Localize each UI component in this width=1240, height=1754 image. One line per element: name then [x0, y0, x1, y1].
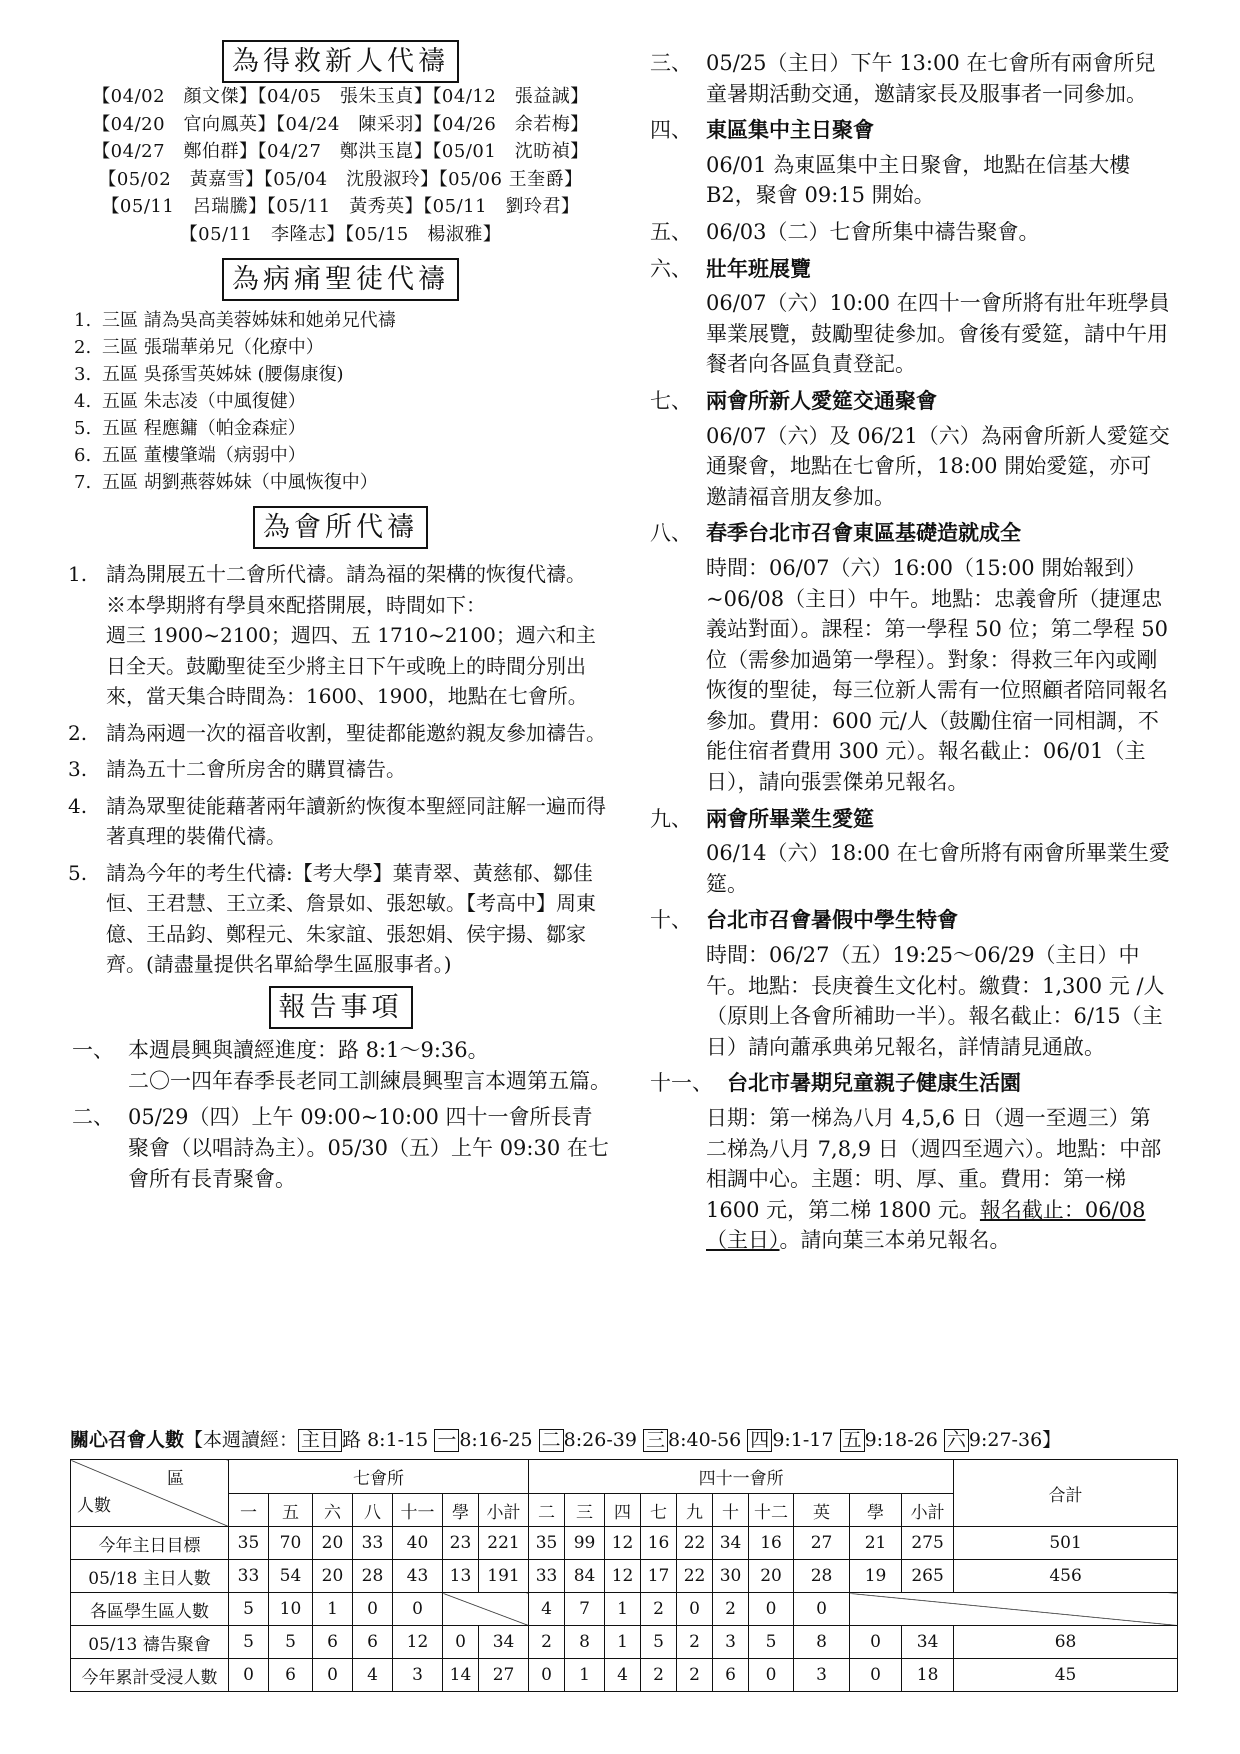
list-item: 6. 五區 董樓肇端（病弱中）: [74, 445, 306, 466]
table-cell: 5: [641, 1626, 677, 1659]
table-cell: 275: [902, 1527, 954, 1560]
new-converts-line: 【04/20 官向鳳英】【04/24 陳采羽】【04/26 余若梅】: [92, 113, 589, 135]
district-header: 三: [565, 1494, 605, 1527]
list-item: 3. 請為五十二會所房舍的購買禱告。: [68, 757, 406, 781]
table-cell: 1: [313, 1593, 353, 1626]
stats-title: 關心召會人數: [70, 1429, 185, 1451]
table-cell: 1: [605, 1626, 641, 1659]
empty-cell: [443, 1593, 529, 1626]
table-cell: 2: [641, 1659, 677, 1692]
table-cell: 1: [605, 1593, 641, 1626]
new-converts-list: [68, 83, 613, 248]
table-cell: 12: [393, 1626, 443, 1659]
table-cell: 0: [393, 1593, 443, 1626]
table-cell: 0: [443, 1626, 479, 1659]
table-cell: 2: [677, 1626, 713, 1659]
table-cell: 0: [313, 1659, 353, 1692]
list-item: 二、 05/29（四）上午 09:00~10:00 四十一會所長青聚會（以唱詩為主）。05/30（五）上午 09:30 在七會所有長青聚會。: [72, 1104, 609, 1191]
list-item: 九、 兩會所畢業生愛筵 06/14（六）18:00 在七會所將有兩會所畢業生愛筵。: [650, 804, 1170, 900]
table-cell: 0: [229, 1659, 269, 1692]
list-item: 十、 台北市召會暑假中學生特會 時間：06/27（五）19:25～06/29（主日）中午。地點：長庚養生文化村。繳費：1,300 元 /人（原則上各會所補助一半）。報名截止：6/15（主日）請向蕭承典弟兄報名，詳情請見通啟。: [650, 905, 1170, 1062]
table-cell: 68: [954, 1626, 1178, 1659]
right-column: [650, 48, 1170, 1262]
table-cell: 2: [529, 1626, 565, 1659]
table-cell: 0: [529, 1659, 565, 1692]
table-cell: 今年累計受浸人數: [71, 1659, 229, 1692]
table-cell: 05/13 禱告聚會: [71, 1626, 229, 1659]
table-cell: 18: [902, 1659, 954, 1692]
table-cell: 22: [677, 1560, 713, 1593]
table-cell: 14: [443, 1659, 479, 1692]
table-row: [71, 1527, 1178, 1560]
list-item: 一、 本週晨興與讀經進度：路 8:1～9:36。 二〇一四年春季長老同工訓練晨興聖言本週第五篇。: [72, 1037, 611, 1093]
list-item: 三、 05/25（主日）下午 13:00 在七會所有兩會所兒童暑期活動交通，邀請家長及服事者一同參加。: [650, 51, 1156, 106]
table-cell: 5: [749, 1626, 794, 1659]
empty-cell: [850, 1593, 1178, 1626]
table-cell: 20: [313, 1560, 353, 1593]
weekly-reading-line: 關心召會人數【本週讀經： 主日 路 8:1-15 一 8:16-25 二 8:26-39 三 8:40-56 四 9:1-17 五 9:18-26 六 9:27-36】: [70, 1429, 1062, 1451]
table-cell: 35: [229, 1527, 269, 1560]
table-cell: 501: [954, 1527, 1178, 1560]
hall-7-header: 七會所: [229, 1460, 529, 1494]
district-header: 四: [605, 1494, 641, 1527]
table-cell: 10: [269, 1593, 313, 1626]
table-cell: 0: [749, 1593, 794, 1626]
attendance-stats: [70, 1426, 1180, 1692]
table-cell: 3: [393, 1659, 443, 1692]
total-header: 合計: [954, 1460, 1178, 1527]
district-header: 八: [353, 1494, 393, 1527]
list-item: 1. 請為開展五十二會所代禱。請為福的架構的恢復代禱。 ※本學期將有學員來配搭開展，時間如下： 週三 1900~2100；週四、五 1710~2100；週六和主日全天。鼓勵聖徒至少將主日下午或晚上的時間分別出來，當天集合時間為：1600、1900，地點在七會所。: [68, 562, 596, 708]
table-cell: 0: [850, 1659, 902, 1692]
new-converts-line: 【04/02 顏文傑】【04/05 張朱玉貞】【04/12 張益誠】: [92, 86, 589, 107]
table-cell: 20: [749, 1560, 794, 1593]
table-cell: 99: [565, 1527, 605, 1560]
table-cell: 今年主日目標: [71, 1527, 229, 1560]
table-cell: 13: [443, 1560, 479, 1593]
list-item: 七、 兩會所新人愛筵交通聚會 06/07（六）及 06/21（六）為兩會所新人愛筵交通聚會，地點在七會所，18:00 開始愛筵，亦可邀請福音朋友參加。: [650, 386, 1170, 512]
district-header: 二: [529, 1494, 565, 1527]
table-cell: 4: [605, 1659, 641, 1692]
table-cell: 265: [902, 1560, 954, 1593]
table-cell: 35: [529, 1527, 565, 1560]
district-header: 英: [794, 1494, 850, 1527]
table-cell: 16: [641, 1527, 677, 1560]
table-cell: 20: [313, 1527, 353, 1560]
table-cell: 34: [713, 1527, 749, 1560]
list-item: 四、 東區集中主日聚會 06/01 為東區集中主日聚會，地點在信基大樓 B2，聚會 09:15 開始。: [650, 115, 1170, 211]
table-row: [71, 1560, 1178, 1593]
table-cell: 0: [850, 1626, 902, 1659]
table-cell: 0: [794, 1593, 850, 1626]
table-cell: 6: [269, 1659, 313, 1692]
table-row: [71, 1593, 1178, 1626]
table-cell: 12: [605, 1527, 641, 1560]
table-cell: 2: [677, 1659, 713, 1692]
hall-41-header: 四十一會所: [529, 1460, 954, 1494]
table-cell: 6: [313, 1626, 353, 1659]
table-cell: 27: [479, 1659, 529, 1692]
table-cell: 1: [565, 1659, 605, 1692]
announcement-heading: 兩會所畢業生愛筵: [706, 806, 874, 831]
table-cell: 0: [749, 1659, 794, 1692]
district-header: 學: [443, 1494, 479, 1527]
list-item: 六、 壯年班展覽 06/07（六）10:00 在四十一會所將有壯年班學員畢業展覽，鼓勵聖徒參加。會後有愛筵，請中午用餐者向各區負責登記。: [650, 254, 1170, 380]
table-cell: 6: [353, 1626, 393, 1659]
district-header: 十二: [749, 1494, 794, 1527]
district-header: 十: [713, 1494, 749, 1527]
new-converts-line: 【05/02 黃嘉雪】【05/04 沈殷淑玲】【05/06 王奎爵】: [98, 168, 583, 190]
list-item: 八、 春季台北市召會東區基礎造就成全 時間：06/07（六）16:00（15:00 開始報到）~06/08（主日）中午。地點：忠義會所（捷運忠義站對面）。課程：第一學程 50 位；第二學程 50 位（需參加過第一學程）。對象：得救三年內或剛恢復的聖徒，每三位新人需有一位照顧者陪同報名參加。費用：600 元/人（鼓勵住宿一同相調，不能住宿者費用 300 元）。報名截止：06/01（主日），請向張雲傑弟兄報名。: [650, 518, 1170, 797]
table-cell: 456: [954, 1560, 1178, 1593]
table-cell: 3: [794, 1659, 850, 1692]
district-header: 學: [850, 1494, 902, 1527]
church-prayer-list: [68, 559, 613, 980]
new-converts-line: 【05/11 呂瑞騰】【05/11 黃秀英】【05/11 劉玲君】: [101, 196, 580, 217]
table-cell: 70: [269, 1527, 313, 1560]
list-item: 五、 06/03（二）七會所集中禱告聚會。: [650, 219, 1040, 244]
table-cell: 43: [393, 1560, 443, 1593]
table-cell: 3: [713, 1626, 749, 1659]
announcement-heading: 壯年班展覽: [706, 256, 811, 281]
table-cell: 16: [749, 1527, 794, 1560]
district-header: 十一: [393, 1494, 443, 1527]
table-cell: 6: [713, 1659, 749, 1692]
list-item: 5. 五區 程應鏞（帕金森症）: [74, 418, 306, 439]
table-cell: 4: [353, 1659, 393, 1692]
list-item: 2. 三區 張瑞華弟兄（化療中）: [74, 337, 324, 358]
table-cell: 12: [605, 1560, 641, 1593]
table-cell: 5: [269, 1626, 313, 1659]
table-cell: 2: [713, 1593, 749, 1626]
table-cell: 21: [850, 1527, 902, 1560]
table-corner-header: 區 人數: [71, 1460, 229, 1527]
table-cell: 33: [529, 1560, 565, 1593]
sick-title: 為病痛聖徒代禱: [68, 258, 613, 301]
table-cell: 84: [565, 1560, 605, 1593]
church-prayer-title: 為會所代禱: [68, 506, 613, 549]
table-cell: 23: [443, 1527, 479, 1560]
attendance-table: [70, 1459, 1178, 1692]
table-cell: 5: [229, 1593, 269, 1626]
table-cell: 0: [677, 1593, 713, 1626]
reports-title: 報告事項: [68, 986, 613, 1029]
table-cell: 17: [641, 1560, 677, 1593]
table-cell: 191: [479, 1560, 529, 1593]
table-cell: 30: [713, 1560, 749, 1593]
list-item: 4. 五區 朱志凌（中風復健）: [74, 391, 306, 412]
table-cell: 05/18 主日人數: [71, 1560, 229, 1593]
table-cell: 8: [565, 1626, 605, 1659]
district-header: 六: [313, 1494, 353, 1527]
announcement-heading: 台北市召會暑假中學生特會: [706, 908, 958, 933]
table-cell: 7: [565, 1593, 605, 1626]
reports-list: [68, 1035, 613, 1195]
announcement-heading: 春季台北市召會東區基礎造就成全: [706, 521, 1021, 546]
table-row: [71, 1659, 1178, 1692]
table-cell: 28: [353, 1560, 393, 1593]
table-cell: 33: [229, 1560, 269, 1593]
new-converts-title: 為得救新人代禱: [68, 40, 613, 83]
table-row: [71, 1626, 1178, 1659]
table-cell: 221: [479, 1527, 529, 1560]
new-converts-line: 【05/11 李隆志】【05/15 楊淑雅】: [179, 223, 502, 245]
list-item: 4. 請為眾聖徒能藉著兩年讀新約恢復本聖經同註解一遍而得著真理的裝備代禱。: [68, 793, 606, 848]
list-item: 2. 請為兩週一次的福音收割，聖徒都能邀約親友參加禱告。: [68, 720, 606, 745]
table-cell: 40: [393, 1527, 443, 1560]
table-cell: 34: [902, 1626, 954, 1659]
district-header: 一: [229, 1494, 269, 1527]
new-converts-line: 【04/27 鄭伯群】【04/27 鄭洪玉崑】【05/01 沈昉禎】: [92, 141, 589, 162]
list-item: 7. 五區 胡劉燕蓉姊妹（中風恢復中）: [74, 472, 378, 493]
table-cell: 27: [794, 1527, 850, 1560]
district-header: 小計: [479, 1494, 529, 1527]
announcement-heading: 台北市暑期兒童親子健康生活園: [706, 1071, 1021, 1096]
announcement-heading: 兩會所新人愛筵交通聚會: [706, 388, 937, 413]
table-cell: 8: [794, 1626, 850, 1659]
table-cell: 22: [677, 1527, 713, 1560]
sick-list: [68, 307, 613, 496]
district-header: 五: [269, 1494, 313, 1527]
list-item: 十一、 台北市暑期兒童親子健康生活園 日期：第一梯為八月 4,5,6 日（週一至週三）第二梯為八月 7,8,9 日（週四至週六）。地點：中部相調中心。主題：明、厚、重。費用：第一梯 1600 元，第二梯 1800 元。報名截止：06/08（主日）。請向葉三本弟兄報名。: [650, 1068, 1170, 1256]
list-item: 3. 五區 吳孫雪英姊妹 (腰傷康復): [74, 364, 344, 385]
table-cell: 4: [529, 1593, 565, 1626]
table-cell: 34: [479, 1626, 529, 1659]
list-item: 1. 三區 請為吳高美蓉姊妹和她弟兄代禱: [74, 310, 396, 331]
table-cell: 33: [353, 1527, 393, 1560]
table-cell: 28: [794, 1560, 850, 1593]
table-cell: 各區學生區人數: [71, 1593, 229, 1626]
announcements-list: [650, 48, 1170, 1256]
list-item: 5. 請為今年的考生代禱:【考大學】葉青翠、黃慈郁、鄒佳恒、王君慧、王立柔、詹景如、張恕敏。【考高中】周東億、王品鈞、鄭程元、朱家誼、張恕娟、侯宇揚、鄒家齊。(請盡量提供名單給學生區服事者。): [68, 860, 596, 976]
district-header: 小計: [902, 1494, 954, 1527]
table-cell: 54: [269, 1560, 313, 1593]
district-header: 七: [641, 1494, 677, 1527]
table-cell: 0: [353, 1593, 393, 1626]
table-cell: 5: [229, 1626, 269, 1659]
table-cell: 45: [954, 1659, 1178, 1692]
announcement-heading: 東區集中主日聚會: [706, 118, 874, 143]
district-header: 九: [677, 1494, 713, 1527]
table-cell: 19: [850, 1560, 902, 1593]
left-column: [68, 40, 613, 1200]
table-cell: 2: [641, 1593, 677, 1626]
